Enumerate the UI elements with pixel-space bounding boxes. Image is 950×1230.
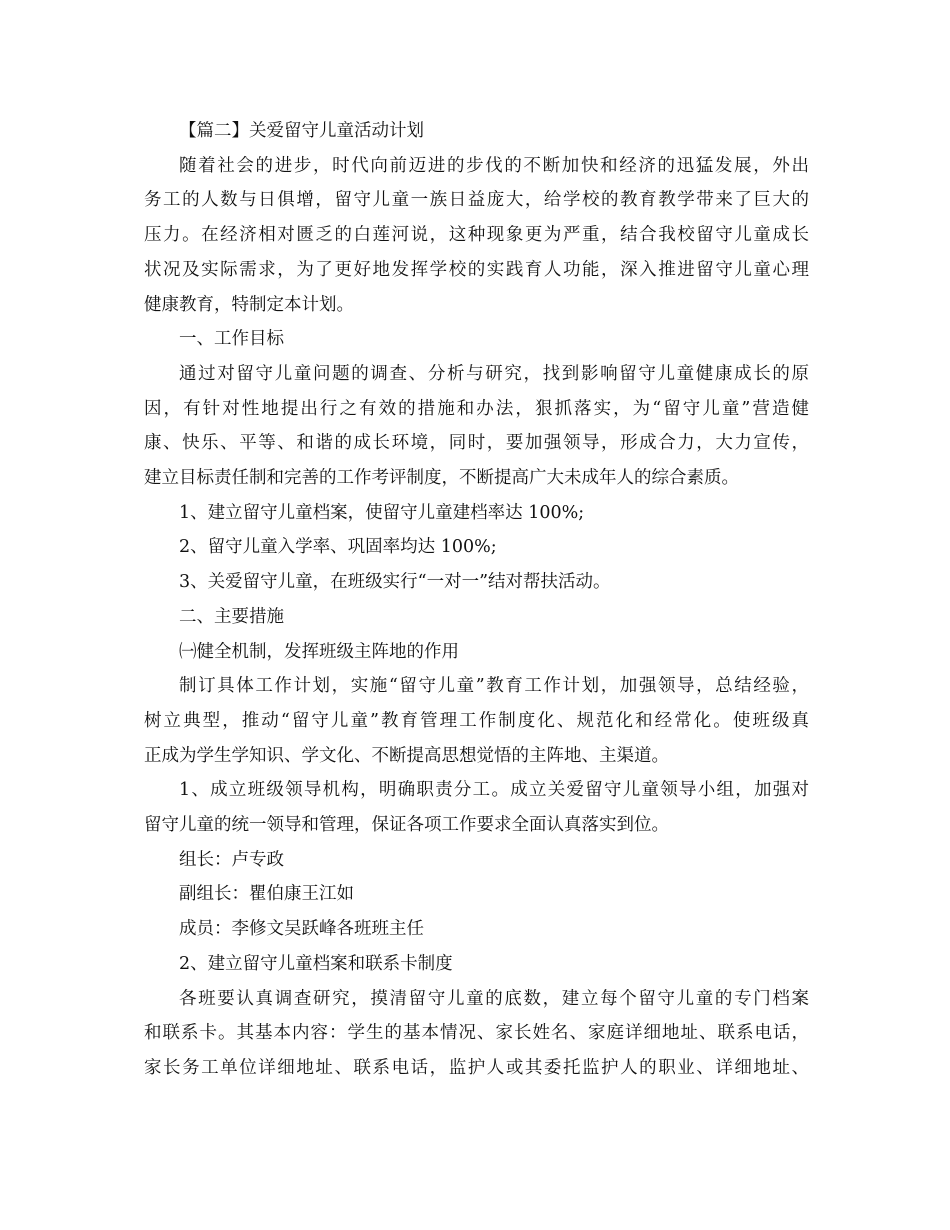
- paragraph-line: 正成为学生学知识、学文化、不断提高思想觉悟的主阵地、主渠道。: [144, 745, 669, 766]
- leader-line: 组长：卢专政: [179, 849, 284, 870]
- section-title: 二、主要措施: [179, 606, 284, 627]
- paragraph-line: 压力。在经济相对匮乏的白莲河说，这种现象更为严重，结合我校留守儿童成长: [144, 225, 809, 246]
- section-heading: 【篇二】关爱留守儿童活动计划: [179, 121, 424, 141]
- subsection-title: ㈠健全机制，发挥班级主阵地的作用: [179, 641, 459, 662]
- document-body: [144, 114, 809, 1086]
- paragraph-line: 务工的人数与日俱增，留守儿童一族日益庞大，给学校的教育教学带来了巨大的: [144, 190, 809, 211]
- list-item: 2、留守儿童入学率、巩固率均达 100%;: [179, 537, 497, 558]
- paragraph-line: 家长务工单位详细地址、联系电话，监护人或其委托监护人的职业、详细地址、: [144, 1057, 809, 1078]
- paragraph-line: 因，有针对性地提出行之有效的措施和办法，狠抓落实，为“留守儿童”营造健: [144, 398, 809, 419]
- paragraph-line: 留守儿童的统一领导和管理，保证各项工作要求全面认真落实到位。: [144, 815, 669, 836]
- paragraph-line: 树立典型，推动“留守儿童”教育管理工作制度化、规范化和经常化。使班级真: [144, 710, 809, 731]
- members-line: 成员：李修文吴跃峰各班班主任: [179, 919, 424, 940]
- paragraph-line: 各班要认真调查研究，摸清留守儿童的底数，建立每个留守儿童的专门档案: [179, 988, 809, 1009]
- paragraph-line: 健康教育，特制定本计划。: [144, 294, 354, 315]
- paragraph-line: 状况及实际需求，为了更好地发挥学校的实践育人功能，深入推进留守儿童心理: [144, 259, 809, 280]
- list-item: 3、关爱留守儿童，在班级实行“一对一”结对帮扶活动。: [179, 572, 611, 593]
- deputy-leader-line: 副组长：瞿伯康王江如: [179, 884, 354, 905]
- list-item: 2、建立留守儿童档案和联系卡制度: [179, 953, 453, 974]
- section-title: 一、工作目标: [179, 329, 284, 350]
- paragraph-line: 随着社会的进步，时代向前迈进的步伐的不断加快和经济的迅猛发展，外出: [179, 155, 809, 176]
- paragraph-line: 通过对留守儿童问题的调查、分析与研究，找到影响留守儿童健康成长的原: [179, 363, 809, 384]
- paragraph-line: 和联系卡。其基本内容：学生的基本情况、家长姓名、家庭详细地址、联系电话，: [144, 1023, 809, 1044]
- paragraph-line: 建立目标责任制和完善的工作考评制度，不断提高广大未成年人的综合素质。: [144, 468, 739, 489]
- paragraph-line: 制订具体工作计划，实施“留守儿童”教育工作计划，加强领导，总结经验，: [179, 676, 809, 697]
- list-item: 1、建立留守儿童档案，使留守儿童建档率达 100%;: [179, 502, 585, 523]
- paragraph-line: 1、成立班级领导机构，明确职责分工。成立关爱留守儿童领导小组，加强对: [179, 780, 809, 801]
- paragraph-line: 康、快乐、平等、和谐的成长环境，同时，要加强领导，形成合力，大力宣传，: [144, 433, 809, 454]
